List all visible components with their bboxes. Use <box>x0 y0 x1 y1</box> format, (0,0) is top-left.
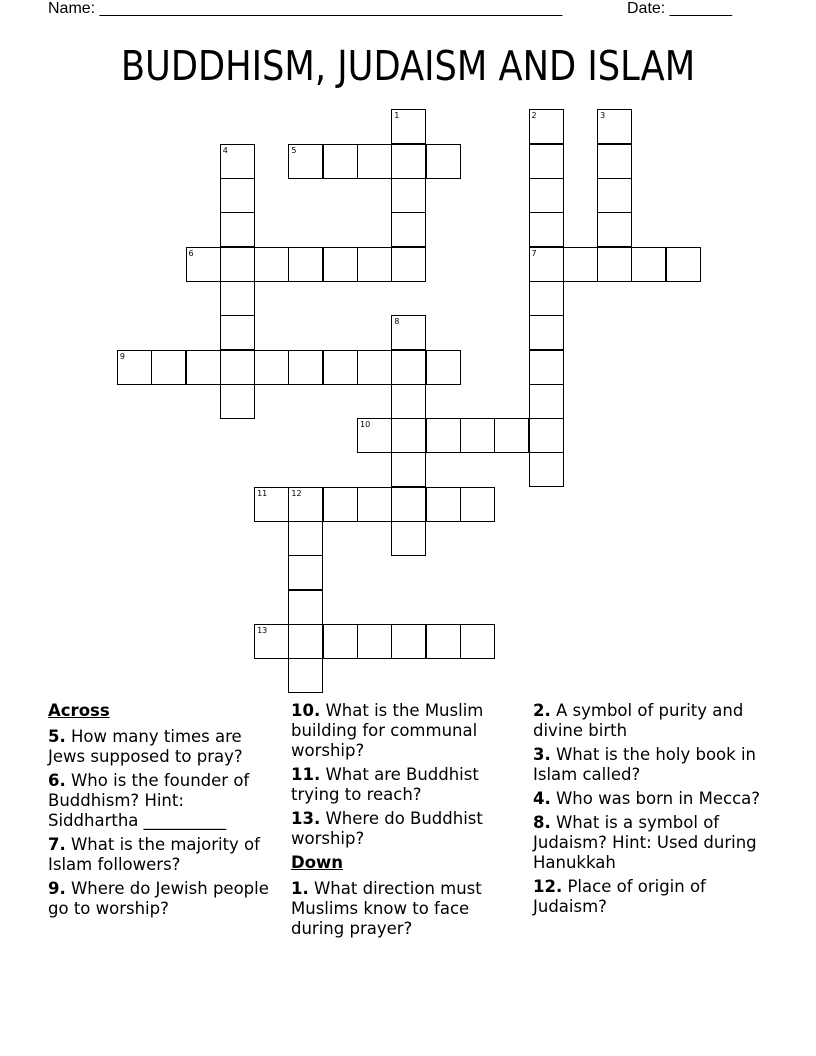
grid-cell[interactable] <box>220 350 255 385</box>
grid-cell[interactable] <box>426 624 461 659</box>
grid-cell[interactable] <box>220 212 255 247</box>
grid-cell[interactable] <box>254 247 289 282</box>
grid-cell-4[interactable] <box>220 144 255 179</box>
grid-cell[interactable] <box>529 452 564 487</box>
grid-cell[interactable] <box>288 350 323 385</box>
grid-cell[interactable] <box>460 624 495 659</box>
cell-number: 8 <box>394 317 400 327</box>
clue-across-5: 5. How many times are Jews supposed to pray? <box>48 727 243 766</box>
grid-cell[interactable] <box>529 281 564 316</box>
grid-cell-10[interactable] <box>357 418 392 453</box>
grid-cell-13[interactable] <box>254 624 289 659</box>
grid-cell[interactable] <box>220 281 255 316</box>
clue-down-2: 2. A symbol of purity and divine birth <box>533 701 744 740</box>
grid-cell-12[interactable] <box>288 487 323 522</box>
date-field-label[interactable]: Date: _______ <box>627 0 732 17</box>
cell-number: 6 <box>188 248 194 258</box>
cell-number: 11 <box>257 488 268 498</box>
clue-down-4: 4. Who was born in Mecca? <box>533 789 761 808</box>
grid-cell[interactable] <box>391 624 426 659</box>
grid-cell[interactable] <box>426 350 461 385</box>
clue-across-10: 10. What is the Muslim building for communal worship? <box>291 701 484 760</box>
grid-cell-8[interactable] <box>391 315 426 350</box>
grid-cell[interactable] <box>323 350 358 385</box>
cell-number: 10 <box>360 420 371 430</box>
grid-cell[interactable] <box>426 487 461 522</box>
grid-cell-2[interactable] <box>529 109 564 144</box>
cell-number: 9 <box>119 351 125 361</box>
grid-cell[interactable] <box>494 418 529 453</box>
cell-number: 5 <box>291 145 297 155</box>
clue-across-7: 7. What is the majority of Islam followers? <box>48 835 260 874</box>
grid-cell-6[interactable] <box>186 247 221 282</box>
grid-cell[interactable] <box>529 212 564 247</box>
grid-cell[interactable] <box>391 521 426 556</box>
grid-cell[interactable] <box>357 350 392 385</box>
grid-cell[interactable] <box>597 212 632 247</box>
grid-cell[interactable] <box>563 247 598 282</box>
grid-cell[interactable] <box>357 247 392 282</box>
cell-number: 13 <box>257 625 268 635</box>
clue-down-12: 12. Place of origin of Judaism? <box>533 877 706 916</box>
grid-cell[interactable] <box>323 247 358 282</box>
grid-cell[interactable] <box>391 247 426 282</box>
grid-cell-3[interactable] <box>597 109 632 144</box>
grid-cell[interactable] <box>323 144 358 179</box>
grid-cell[interactable] <box>529 350 564 385</box>
clue-down-3: 3. What is the holy book in Islam called? <box>533 745 756 784</box>
grid-cell[interactable] <box>460 418 495 453</box>
clue-across-9: 9. Where do Jewish people go to worship? <box>48 879 269 918</box>
grid-cell[interactable] <box>597 247 632 282</box>
grid-cell[interactable] <box>288 247 323 282</box>
grid-cell[interactable] <box>426 418 461 453</box>
cell-number: 12 <box>291 488 302 498</box>
grid-cell[interactable] <box>529 178 564 213</box>
page-title: BUDDHISM, JUDAISM AND ISLAM <box>120 42 696 90</box>
grid-cell[interactable] <box>288 521 323 556</box>
cell-number: 7 <box>531 248 537 258</box>
grid-cell[interactable] <box>391 418 426 453</box>
grid-cell[interactable] <box>529 315 564 350</box>
grid-cell[interactable] <box>426 144 461 179</box>
grid-cell[interactable] <box>220 178 255 213</box>
grid-cell[interactable] <box>220 247 255 282</box>
grid-cell[interactable] <box>151 350 186 385</box>
grid-cell[interactable] <box>357 144 392 179</box>
clue-down-8: 8. What is a symbol of Judaism? Hint: Used during Hanukkah <box>533 813 757 872</box>
clues-column-2 <box>291 701 521 943</box>
grid-cell[interactable] <box>357 487 392 522</box>
grid-cell[interactable] <box>323 487 358 522</box>
grid-cell[interactable] <box>597 144 632 179</box>
clue-across-13: 13. Where do Buddhist worship? <box>291 809 483 848</box>
grid-cell[interactable] <box>666 247 701 282</box>
grid-cell[interactable] <box>529 144 564 179</box>
grid-cell[interactable] <box>391 144 426 179</box>
grid-cell[interactable] <box>220 315 255 350</box>
grid-cell[interactable] <box>631 247 666 282</box>
clue-across-6: 6. Who is the founder of Buddhism? Hint: Siddhartha __________ <box>48 771 250 830</box>
grid-cell[interactable] <box>254 350 289 385</box>
grid-cell[interactable] <box>323 624 358 659</box>
cell-number: 2 <box>531 111 537 121</box>
grid-cell[interactable] <box>391 487 426 522</box>
cell-number: 3 <box>600 111 606 121</box>
grid-cell[interactable] <box>529 384 564 419</box>
grid-cell[interactable] <box>220 384 255 419</box>
grid-cell[interactable] <box>357 624 392 659</box>
grid-cell-5[interactable] <box>288 144 323 179</box>
grid-cell[interactable] <box>391 350 426 385</box>
grid-cell[interactable] <box>391 212 426 247</box>
grid-cell[interactable] <box>529 418 564 453</box>
grid-cell[interactable] <box>391 384 426 419</box>
cell-number: 1 <box>394 111 400 121</box>
clues-column-1 <box>48 701 278 923</box>
clues-column-3 <box>533 701 763 921</box>
grid-cell-9[interactable] <box>117 350 152 385</box>
clue-down-1: 1. What direction must Muslims know to face during prayer? <box>291 879 482 938</box>
down-heading: Down <box>291 853 344 872</box>
grid-cell-11[interactable] <box>254 487 289 522</box>
grid-cell[interactable] <box>391 178 426 213</box>
grid-cell[interactable] <box>186 350 221 385</box>
cell-number: 4 <box>222 145 228 155</box>
clue-across-11: 11. What are Buddhist trying to reach? <box>291 765 479 804</box>
grid-cell[interactable] <box>288 624 323 659</box>
grid-cell[interactable] <box>288 590 323 625</box>
grid-cell[interactable] <box>597 178 632 213</box>
grid-cell-1[interactable] <box>391 109 426 144</box>
grid-cell[interactable] <box>391 452 426 487</box>
grid-cell[interactable] <box>288 555 323 590</box>
grid-cell[interactable] <box>460 487 495 522</box>
grid-cell-7[interactable] <box>529 247 564 282</box>
grid-cell[interactable] <box>288 658 323 693</box>
name-field-label[interactable]: Name: ____________________________________________________ <box>48 0 563 17</box>
across-heading: Across <box>48 701 110 720</box>
